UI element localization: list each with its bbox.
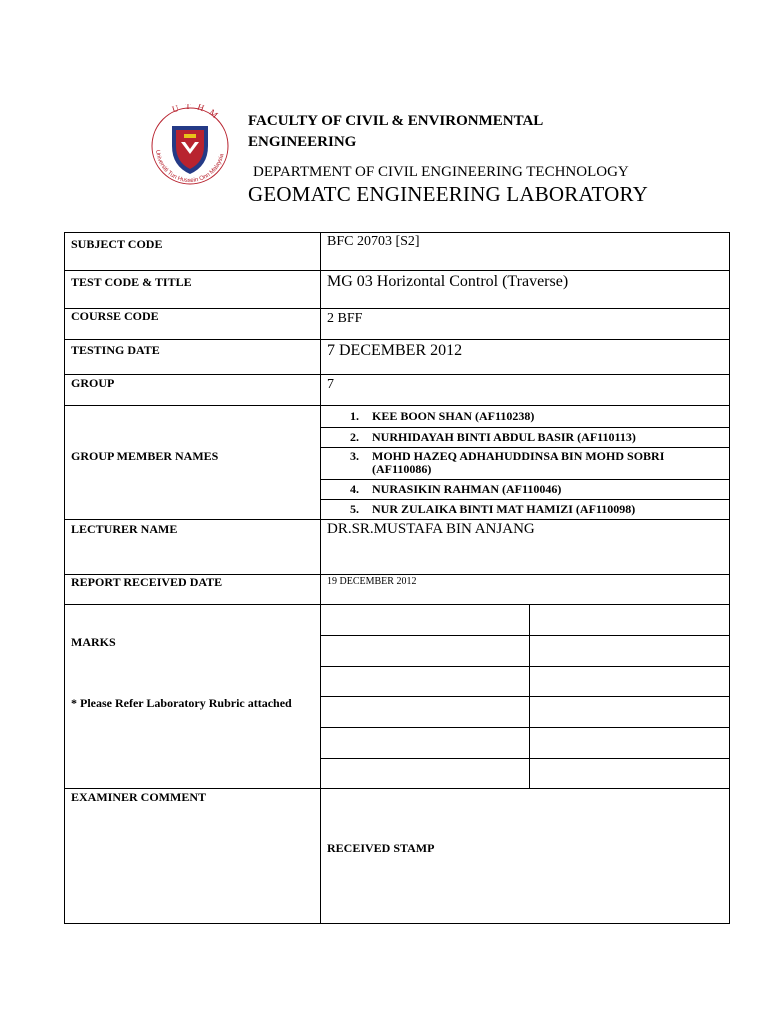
member-item bbox=[350, 450, 664, 476]
row-divider bbox=[65, 519, 729, 520]
rubric-note: * Please Refer Laboratory Rubric attached bbox=[71, 696, 292, 710]
row-divider bbox=[65, 374, 729, 375]
lecturer-name-label: LECTURER NAME bbox=[71, 522, 178, 536]
member-item bbox=[350, 503, 635, 516]
member-number: 1. bbox=[350, 409, 359, 423]
examiner-comment-label: EXAMINER COMMENT bbox=[71, 790, 206, 804]
row-divider bbox=[65, 788, 729, 789]
member-name: NUR ZULAIKA BINTI MAT HAMIZI (AF110098) bbox=[372, 502, 636, 516]
member-name: NURASIKIN RAHMAN (AF110046) bbox=[372, 482, 562, 496]
group-member-names-label: GROUP MEMBER NAMES bbox=[71, 449, 219, 463]
row-divider bbox=[65, 308, 729, 309]
received-stamp-label: RECEIVED STAMP bbox=[327, 841, 435, 855]
member-item bbox=[350, 410, 534, 423]
member-number: 5. bbox=[350, 502, 359, 516]
member-row-divider bbox=[321, 499, 729, 500]
member-row-divider bbox=[321, 479, 729, 480]
member-item bbox=[350, 483, 561, 496]
member-name: NURHIDAYAH BINTI ABDUL BASIR (AF110113) bbox=[372, 430, 636, 444]
report-received-date-value: 19 DECEMBER 2012 bbox=[327, 576, 417, 587]
member-item bbox=[350, 431, 636, 444]
row-divider bbox=[65, 270, 729, 271]
marks-row-divider bbox=[321, 727, 729, 728]
faculty-line-2: ENGINEERING bbox=[248, 134, 357, 150]
faculty-line-1: FACULTY OF CIVIL & ENVIRONMENTAL bbox=[248, 113, 544, 129]
row-divider bbox=[65, 604, 729, 605]
column-divider bbox=[320, 233, 321, 923]
subject-code-label: SUBJECT CODE bbox=[71, 237, 163, 251]
course-code-label: COURSE CODE bbox=[71, 309, 159, 323]
row-divider bbox=[65, 405, 729, 406]
testing-date-value: 7 DECEMBER 2012 bbox=[327, 342, 463, 359]
member-name-continued: (AF110086) bbox=[372, 462, 432, 476]
laboratory-title: GEOMATC ENGINEERING LABORATORY bbox=[248, 182, 648, 206]
member-number: 3. bbox=[350, 449, 359, 463]
group-value: 7 bbox=[327, 377, 334, 392]
marks-row-divider bbox=[321, 635, 729, 636]
member-name: KEE BOON SHAN (AF110238) bbox=[372, 409, 535, 423]
lecturer-name-value: DR.SR.MUSTAFA BIN ANJANG bbox=[327, 521, 535, 537]
member-number: 4. bbox=[350, 482, 359, 496]
uthm-logo bbox=[140, 104, 240, 186]
member-row-divider bbox=[321, 427, 729, 428]
test-code-label: TEST CODE & TITLE bbox=[71, 275, 192, 289]
subject-code-value: BFC 20703 [S2] bbox=[327, 234, 420, 249]
row-divider bbox=[65, 339, 729, 340]
marks-label: MARKS bbox=[71, 635, 116, 649]
marks-row-divider bbox=[321, 666, 729, 667]
svg-text:UTHM bbox=[171, 104, 225, 124]
group-label: GROUP bbox=[71, 376, 115, 390]
report-received-date-label: REPORT RECEIVED DATE bbox=[71, 575, 223, 589]
member-number: 2. bbox=[350, 430, 359, 444]
marks-row-divider bbox=[321, 696, 729, 697]
test-code-value: MG 03 Horizontal Control (Traverse) bbox=[327, 273, 569, 290]
logo-text: UTHM bbox=[170, 104, 225, 124]
logo-ring-text: Universiti Tun Hussein Onn Malaysia bbox=[154, 149, 226, 185]
testing-date-label: TESTING DATE bbox=[71, 343, 160, 357]
marks-row-divider bbox=[321, 758, 729, 759]
faculty-name bbox=[248, 111, 543, 153]
member-row-divider bbox=[321, 447, 729, 448]
course-code-value: 2 BFF bbox=[327, 311, 363, 326]
member-name: MOHD HAZEQ ADHAHUDDINSA BIN MOHD SOBRI bbox=[372, 449, 665, 463]
department-name: DEPARTMENT OF CIVIL ENGINEERING TECHNOLOGY bbox=[253, 164, 629, 180]
